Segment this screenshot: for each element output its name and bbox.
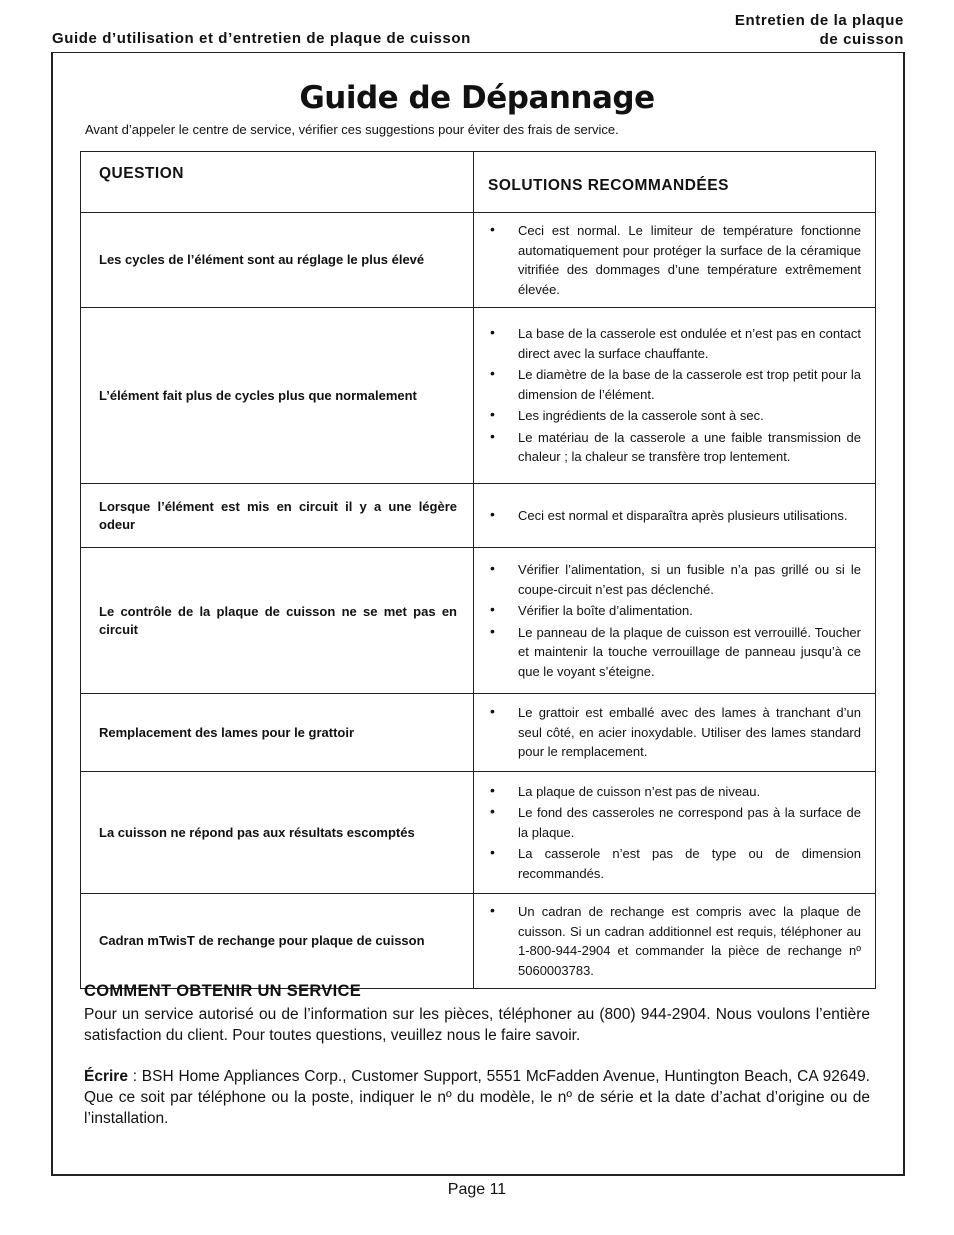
- table-row: [81, 894, 876, 989]
- question-cell: L’élément fait plus de cycles plus que normalement: [81, 308, 474, 484]
- page-number: Page 11: [447, 1181, 507, 1198]
- solution-item: • Le fond des casseroles ne correspond pas à la surface de la plaque.: [488, 803, 861, 842]
- question-cell: Remplacement des lames pour le grattoir: [81, 694, 474, 772]
- table-header-row: [81, 152, 876, 213]
- table-row: [81, 548, 876, 694]
- column-header-solutions: SOLUTIONS RECOMMANDÉES: [474, 152, 876, 213]
- table-row: [81, 772, 876, 894]
- page-title: Guide de Dépannage: [299, 80, 655, 116]
- solution-item: • La casserole n’est pas de type ou de dimension recommandés.: [488, 844, 861, 883]
- question-cell: La cuisson ne répond pas aux résultats escomptés: [81, 772, 474, 894]
- header-right: [644, 11, 904, 49]
- table-row: [81, 308, 876, 484]
- table-row: [81, 213, 876, 308]
- question-cell: Cadran mTwisT de rechange pour plaque de cuisson: [81, 894, 474, 989]
- service-heading: COMMENT OBTENIR UN SERVICE: [84, 982, 362, 1000]
- solution-item: • Un cadran de rechange est compris avec la plaque de cuisson. Si un cadran additionnel est requis, téléphoner au 1-800-944-2904 et commander la pièce de rechange nº 5060003783.: [488, 902, 861, 980]
- write-paragraph: [84, 1066, 870, 1129]
- solution-item: • Les ingrédients de la casserole sont à sec.: [488, 406, 861, 426]
- write-label: Écrire: [84, 1068, 128, 1085]
- write-address: : BSH Home Appliances Corp., Customer Support, 5551 McFadden Avenue, Huntington Beach, CA 92649. Que ce soit par téléphone ou la poste, indiquer le nº du modèle, le nº de série et la date d’achat d’origine ou de l’installation.: [84, 1068, 870, 1127]
- question-cell: Les cycles de l’élément sont au réglage le plus élevé: [81, 213, 474, 308]
- solution-item: • Ceci est normal et disparaîtra après plusieurs utilisations.: [488, 506, 861, 526]
- solution-item: • La base de la casserole est ondulée et n’est pas en contact direct avec la surface chauffante.: [488, 324, 861, 363]
- service-paragraph: Pour un service autorisé ou de l’information sur les pièces, téléphoner au (800) 944-2904. Nous voulons l’entière satisfaction du client. Pour toutes questions, veuillez nous le faire savoir.: [84, 1006, 870, 1044]
- page-subtitle: Avant d’appeler le centre de service, vérifier ces suggestions pour éviter des frais de service.: [85, 122, 619, 137]
- solutions-cell: [474, 308, 876, 484]
- solutions-cell: [474, 772, 876, 894]
- solution-item: • Le diamètre de la base de la casserole est trop petit pour la dimension de l’élément.: [488, 365, 861, 404]
- column-header-question: QUESTION: [81, 152, 474, 213]
- header-right-line1: Entretien de la plaque: [734, 12, 904, 29]
- solution-item: • Le panneau de la plaque de cuisson est verrouillé. Toucher et maintenir la touche verrouillage de panneau jusqu’à ce que le voyant s’éteigne.: [488, 623, 861, 682]
- header-left: Guide d’utilisation et d’entretien de plaque de cuisson: [52, 30, 471, 47]
- solutions-cell: [474, 213, 876, 308]
- solution-item: • Le matériau de la casserole a une faible transmission de chaleur ; la chaleur se transfère trop lentement.: [488, 428, 861, 467]
- troubleshooting-table: [80, 151, 876, 989]
- solution-item: • Vérifier l’alimentation, si un fusible n’a pas grillé ou si le coupe-circuit n’est pas déclenché.: [488, 560, 861, 599]
- table-row: [81, 694, 876, 772]
- solution-item: • La plaque de cuisson n’est pas de niveau.: [488, 782, 861, 802]
- solution-item: • Ceci est normal. Le limiteur de température fonctionne automatiquement pour protéger la surface de la céramique vitrifiée des dommages d’une température extrêmement élevée.: [488, 221, 861, 299]
- question-cell: Lorsque l’élément est mis en circuit il y a une légère odeur: [81, 484, 474, 548]
- solutions-cell: [474, 484, 876, 548]
- table-row: [81, 484, 876, 548]
- question-cell: Le contrôle de la plaque de cuisson ne se met pas en circuit: [81, 548, 474, 694]
- header-right-line2: de cuisson: [819, 31, 904, 48]
- solution-item: • Le grattoir est emballé avec des lames à tranchant d’un seul côté, en acier inoxydable. Utiliser des lames standard pour le remplacement.: [488, 703, 861, 762]
- solutions-cell: [474, 548, 876, 694]
- solutions-cell: [474, 694, 876, 772]
- solutions-cell: [474, 894, 876, 989]
- solution-item: • Vérifier la boîte d’alimentation.: [488, 601, 861, 621]
